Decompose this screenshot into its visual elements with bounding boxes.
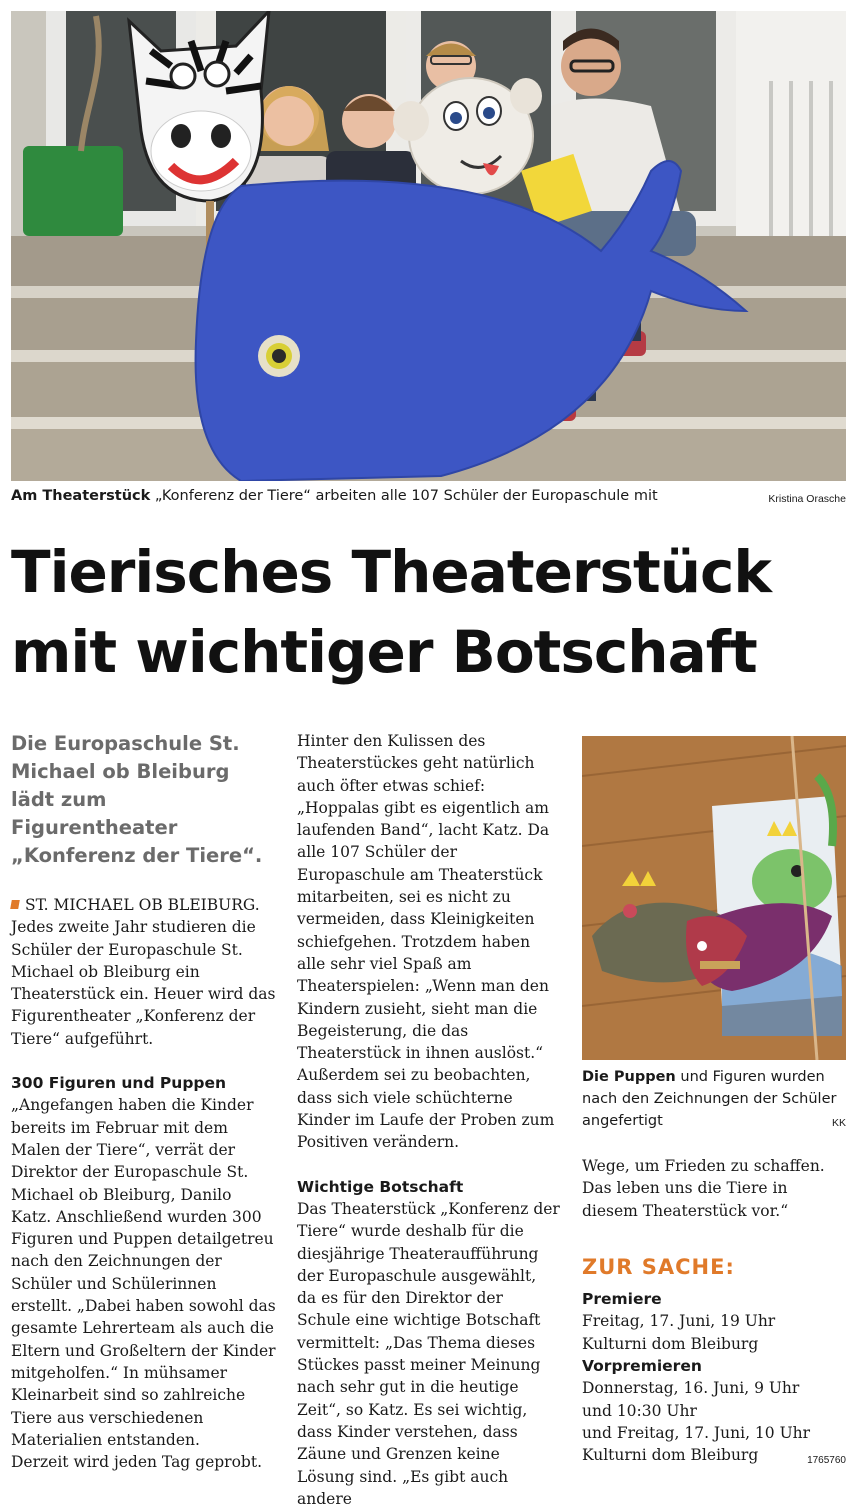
- body-p1: Jedes zweite Jahr studieren die Schüler der Europaschule St. Michael ob Bleiburg ein Theaterstück ein. Heuer wird das Figurentheater „Konferenz der Tiere“ aufgeführt.: [11, 918, 276, 1048]
- hero-caption: [11, 488, 751, 504]
- body-paragraph-3: Derzeit wird jeden Tag geprobt.: [11, 1453, 262, 1472]
- article-code: 1765760: [807, 1455, 846, 1466]
- puppets-caption-bold: Die Puppen: [582, 1069, 676, 1085]
- column-3: [582, 1155, 846, 1467]
- puppets-caption: [582, 1066, 846, 1132]
- dateline-marker-icon: [10, 900, 20, 909]
- premiere-line-1: Freitag, 17. Juni, 19 Uhr: [582, 1312, 776, 1331]
- vorpremieren-line-4: Kulturni dom Bleiburg: [582, 1446, 759, 1465]
- puppets-credit: KK: [831, 1117, 846, 1129]
- vorpremieren-line-3: und Freitag, 17. Juni, 10 Uhr: [582, 1423, 811, 1442]
- premiere-heading: Premiere: [582, 1290, 662, 1309]
- hero-caption-text: „Konferenz der Tiere“ arbeiten alle 107 Schüler der Europaschule mit: [150, 488, 658, 504]
- dateline: ST. MICHAEL OB BLEIBURG.: [25, 896, 260, 914]
- headline: [11, 532, 851, 692]
- headline-line1: Tierisches Theaterstück: [11, 538, 771, 606]
- subhead-1: 300 Figuren und Puppen: [11, 1074, 227, 1093]
- premiere-line-2: Kulturni dom Bleiburg: [582, 1334, 759, 1353]
- column-2: [297, 730, 560, 1510]
- vorpremieren-line-2: und 10:30 Uhr: [582, 1401, 697, 1420]
- zur-sache-title: ZUR SACHE:: [582, 1254, 735, 1279]
- lead-paragraph: Die Europaschule St. Michael ob Bleiburg lädt zum Figurentheater „Konferenz der Tiere“.: [11, 732, 263, 867]
- body-paragraph-4: Hinter den Kulissen des Theaterstückes geht natürlich auch öfter etwas schief: „Hoppalas gibt es eigentlich am laufenden Band“, lacht Katz. Da alle 107 Schüler der Europaschule am Theaterstück mitarbeiten, sei es nicht zu vermeiden, dass Kleinigkeiten schiefgehen. Trotzdem haben alle sehr viel Spaß am Theaterspielen: „Wenn man den Kindern zusieht, sieht man die Begeisterung, die das Theaterstück in ihnen auslöst.“ Außerdem sei zu beobachten, dass sich viele schüchterne Kinder im Laufe der Proben zum Positiven verändern.: [297, 732, 555, 1152]
- hero-photo: [11, 11, 846, 481]
- vorpremieren-heading: Vorpremieren: [582, 1357, 702, 1376]
- body-paragraph-6: Wege, um Frieden zu schaffen. Das leben uns die Tiere in diesem Theaterstück vor.“: [582, 1157, 825, 1220]
- hero-caption-bold: Am Theaterstück: [11, 488, 151, 504]
- column-1: [11, 730, 276, 1473]
- puppets-caption-text: und Figuren wurden nach den Zeichnungen der Schüler angefertigt: [582, 1069, 837, 1129]
- body-paragraph-2: „Angefangen haben die Kinder bereits im Februar mit dem Malen der Tiere“, verrät der Direktor der Europaschule St. Michael ob Bleiburg, Danilo Katz. Anschließend wurden 300 Figuren und Puppen detailgetreu nach den Zeichnungen der Schüler und Schülerinnen erstellt. „Dabei haben sowohl das gesamte Lehrerteam als auch die Eltern und Großeltern der Kinder mitgeholfen.“ In mühsamer Kleinarbeit sind so zahlreiche Tiere aus verschiedenen Materialien entstanden.: [11, 1096, 276, 1449]
- vorpremieren-line-1: Donnerstag, 16. Juni, 9 Uhr: [582, 1379, 800, 1398]
- hero-credit: Kristina Orasche: [768, 493, 846, 505]
- subhead-2: Wichtige Botschaft: [297, 1177, 464, 1196]
- puppets-photo: [582, 736, 846, 1060]
- body-paragraph-1: [11, 894, 276, 1050]
- headline-line2: mit wichtiger Botschaft: [11, 618, 757, 686]
- body-paragraph-5: Das Theaterstück „Konferenz der Tiere“ wurde deshalb für die diesjährige Theateraufführung der Europaschule ausgewählt, da es für den Direktor der Schule eine wichtige Botschaft vermittelt: „Das Thema dieses Stückes passt meiner Meinung nach sehr gut in die heutige Zeit“, so Katz. Es sei wichtig, dass Kinder verstehen, dass Zäune und Grenzen keine Lösung sind. „Es gibt auch andere: [297, 1199, 560, 1508]
